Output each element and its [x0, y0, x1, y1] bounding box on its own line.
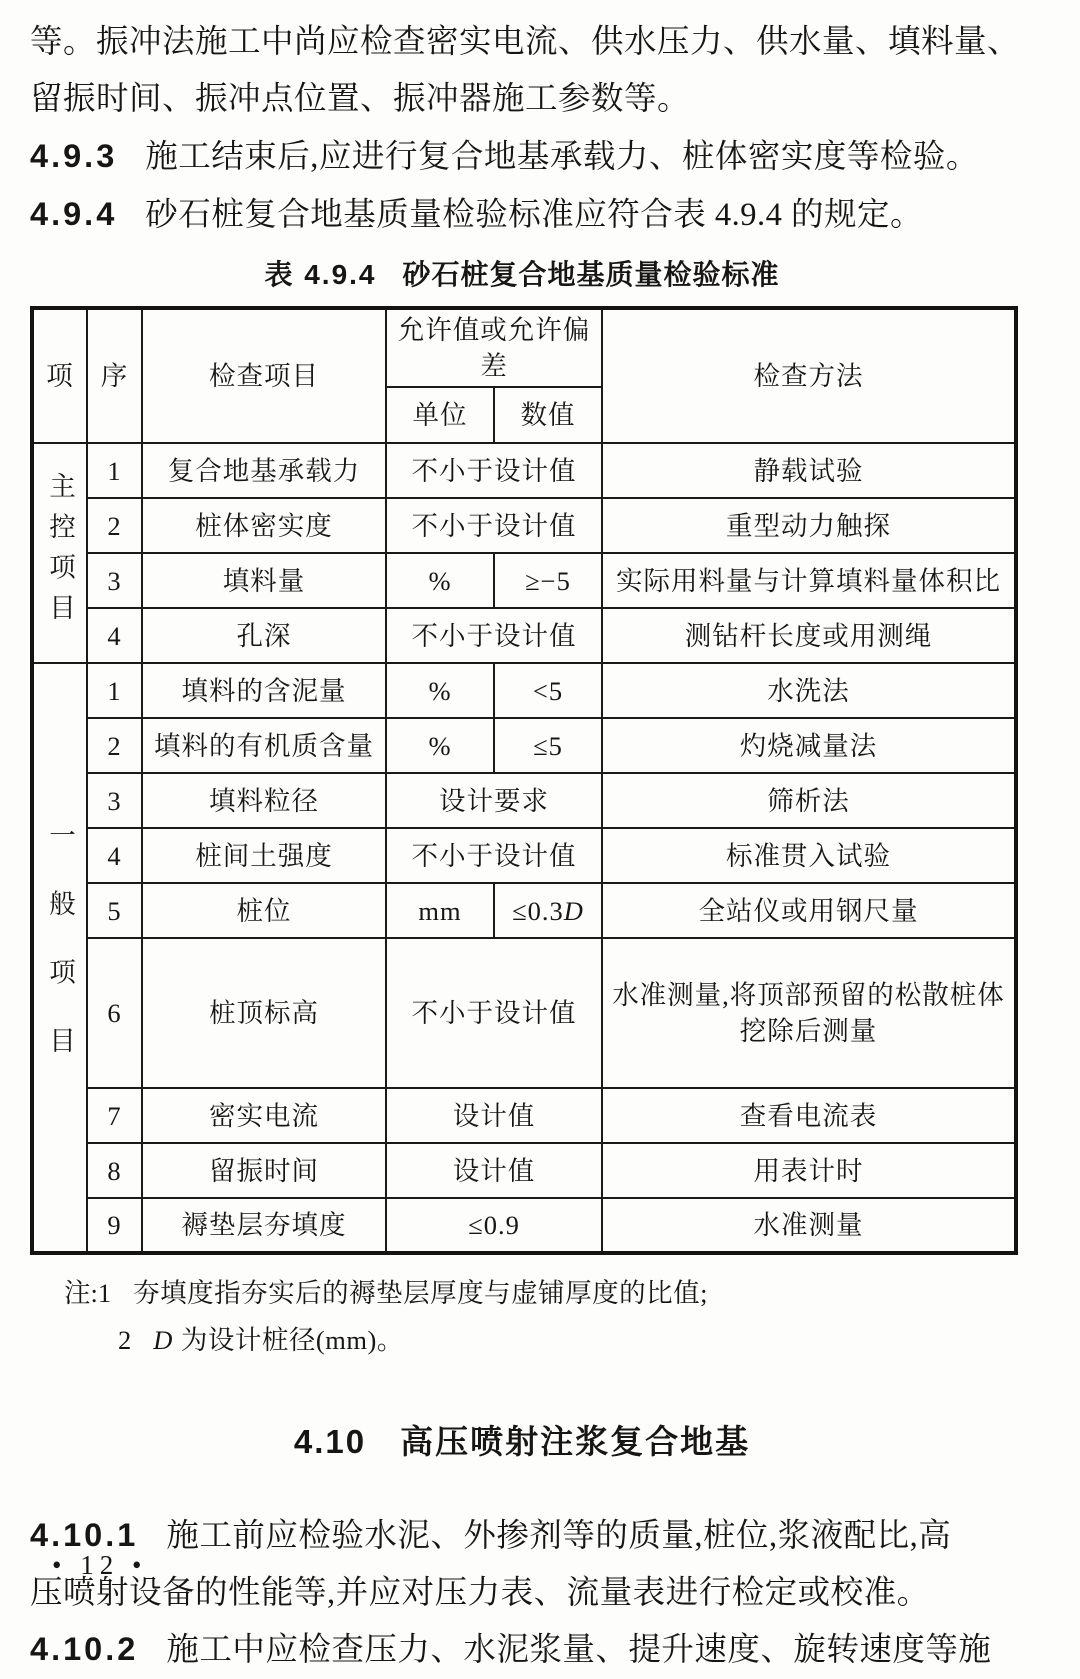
clause-text: 施工结束后,应进行复合地基承载力、桩体密实度等检验。	[145, 139, 979, 175]
page-number: • 12 •	[52, 1550, 148, 1580]
design-diameter-symbol: D	[153, 1325, 173, 1355]
clause-4-9-3	[30, 128, 1014, 186]
cell-item: 复合地基承载力	[142, 443, 386, 498]
note-text: 夯填度指夯实后的褥垫层厚度与虚铺厚度的比值;	[133, 1278, 708, 1308]
clause-number: 4.10.1	[30, 1517, 139, 1553]
quality-inspection-table	[30, 306, 1018, 1255]
cell-seq: 3	[87, 773, 142, 828]
cell-value: ≤0.3D	[494, 883, 602, 938]
clause-4-9-4	[30, 186, 1014, 244]
table-row	[32, 608, 1016, 663]
cell-item: 填料的含泥量	[142, 663, 386, 718]
table-row	[32, 553, 1016, 608]
cell-unit: %	[386, 718, 494, 773]
cell-seq: 4	[87, 828, 142, 883]
table-row	[32, 1088, 1016, 1143]
clause-4-10-1-line-2: 压喷射设备的性能等,并应对压力表、流量表进行检定或校准。	[30, 1575, 930, 1611]
cell-seq: 3	[87, 553, 142, 608]
clause-number: 4.9.4	[30, 196, 118, 232]
header-cell-seq: 序	[87, 308, 142, 443]
cell-item: 密实电流	[142, 1088, 386, 1143]
section-heading-4-10	[30, 1416, 1014, 1463]
cell-allowable: 不小于设计值	[386, 828, 602, 883]
section-label-general	[32, 663, 87, 1253]
cell-seq: 1	[87, 663, 142, 718]
cell-method: 查看电流表	[602, 1088, 1016, 1143]
cell-item: 桩位	[142, 883, 386, 938]
cell-seq: 4	[87, 608, 142, 663]
clause-4-10-2	[30, 1621, 1014, 1679]
note-2	[30, 1317, 1014, 1364]
header-cell-unit: 单位	[386, 387, 494, 443]
cell-item: 留振时间	[142, 1143, 386, 1198]
cell-item: 桩体密实度	[142, 498, 386, 553]
header-cell-allowable: 允许值或允许偏差	[386, 308, 602, 387]
clause-text-line-1: 施工前应检验水泥、外掺剂等的质量,桩位,浆液配比,高	[166, 1518, 952, 1554]
cell-seq: 1	[87, 443, 142, 498]
cell-unit: %	[386, 663, 494, 718]
cell-unit: mm	[386, 883, 494, 938]
cell-method: 测钻杆长度或用测绳	[602, 608, 1016, 663]
clause-text: 施工中应检查压力、水泥浆量、提升速度、旋转速度等施	[166, 1632, 992, 1668]
cell-item: 填料粒径	[142, 773, 386, 828]
table-row	[32, 883, 1016, 938]
table-row	[32, 443, 1016, 498]
table-row	[32, 498, 1016, 553]
cell-allowable: 设计值	[386, 1088, 602, 1143]
cell-seq: 7	[87, 1088, 142, 1143]
table-row	[32, 1143, 1016, 1198]
cell-value: ≥−5	[494, 553, 602, 608]
cell-allowable: 不小于设计值	[386, 443, 602, 498]
cell-allowable: 不小于设计值	[386, 608, 602, 663]
note-text: D 为设计桩径(mm)。	[153, 1325, 404, 1355]
cell-allowable: 设计要求	[386, 773, 602, 828]
section-title: 高压喷射注浆复合地基	[400, 1423, 751, 1460]
clause-number: 4.10.2	[30, 1631, 139, 1667]
clause-number: 4.9.3	[30, 138, 118, 174]
cell-allowable: 不小于设计值	[386, 938, 602, 1088]
section-number: 4.10	[293, 1423, 367, 1460]
cell-item: 孔深	[142, 608, 386, 663]
cell-allowable: 不小于设计值	[386, 498, 602, 553]
note-1	[30, 1270, 1014, 1317]
table-row	[32, 773, 1016, 828]
cell-method: 水准测量,将顶部预留的松散桩体挖除后测量	[602, 938, 1016, 1088]
design-diameter-symbol: D	[563, 895, 584, 926]
cell-value: <5	[494, 663, 602, 718]
header-cell-check-item: 检查项目	[142, 308, 386, 443]
table-row	[32, 718, 1016, 773]
header-cell-item: 项	[32, 308, 87, 443]
cell-method: 静载试验	[602, 443, 1016, 498]
table-caption	[30, 253, 1014, 293]
table-row	[32, 663, 1016, 718]
cell-item: 填料的有机质含量	[142, 718, 386, 773]
note-label: 2	[118, 1325, 132, 1355]
table-caption-number: 表 4.9.4	[264, 259, 377, 290]
cell-method: 重型动力触探	[602, 498, 1016, 553]
cell-allowable: 设计值	[386, 1143, 602, 1198]
table-row	[32, 1198, 1016, 1253]
cell-method: 用表计时	[602, 1143, 1016, 1198]
header-cell-method: 检查方法	[602, 308, 1016, 443]
intro-paragraph-line-1: 等。振冲法施工中尚应检查密实电流、供水压力、供水量、填料量、	[30, 24, 1021, 60]
cell-method: 水准测量	[602, 1198, 1016, 1253]
header-cell-value: 数值	[494, 387, 602, 443]
cell-allowable: ≤0.9	[386, 1198, 602, 1253]
cell-method: 全站仪或用钢尺量	[602, 883, 1016, 938]
cell-method: 水洗法	[602, 663, 1016, 718]
cell-item: 填料量	[142, 553, 386, 608]
cell-method: 灼烧减量法	[602, 718, 1016, 773]
section-label-main-control	[32, 443, 87, 663]
cell-seq: 2	[87, 718, 142, 773]
clause-4-10-1	[30, 1507, 1014, 1565]
cell-seq: 2	[87, 498, 142, 553]
cell-method: 实际用料量与计算填料量体积比	[602, 553, 1016, 608]
cell-item: 桩间土强度	[142, 828, 386, 883]
cell-method: 筛析法	[602, 773, 1016, 828]
table-header-row-1	[32, 308, 1016, 387]
cell-item: 桩顶标高	[142, 938, 386, 1088]
table-notes	[30, 1270, 1014, 1364]
page-content	[30, 14, 1021, 1679]
cell-seq: 9	[87, 1198, 142, 1253]
cell-item: 褥垫层夯填度	[142, 1198, 386, 1253]
section-label-text: 一般项目	[45, 820, 75, 1095]
table-row	[32, 938, 1016, 1088]
cell-method: 标准贯入试验	[602, 828, 1016, 883]
cell-seq: 8	[87, 1143, 142, 1198]
note-label: 注:1	[64, 1278, 112, 1308]
table-caption-title: 砂石桩复合地基质量检验标准	[402, 259, 780, 290]
intro-paragraph-line-2: 留振时间、振冲点位置、振冲器施工参数等。	[30, 81, 691, 117]
cell-unit: %	[386, 553, 494, 608]
table-row	[32, 828, 1016, 883]
cell-seq: 5	[87, 883, 142, 938]
cell-value: ≤5	[494, 718, 602, 773]
section-label-text: 主控项目	[45, 472, 75, 634]
cell-seq: 6	[87, 938, 142, 1088]
clause-text: 砂石桩复合地基质量检验标准应符合表 4.9.4 的规定。	[145, 197, 924, 233]
